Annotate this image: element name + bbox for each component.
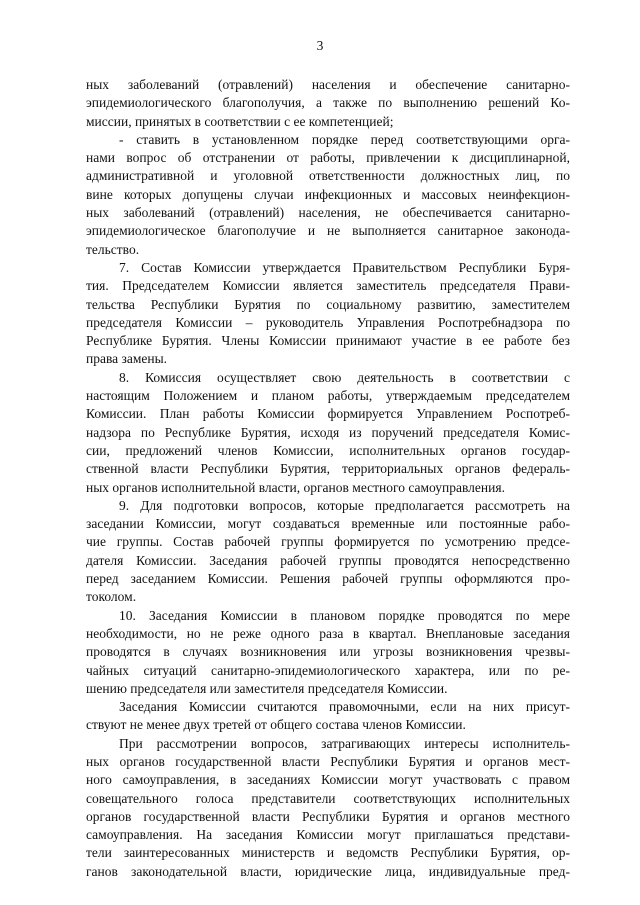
text-line: 9. Для подготовки вопросов, которые предполагается рассмотреть на	[119, 497, 570, 513]
text-line: Комиссии. План работы Комиссии формируется Управлением Роспотреб-	[86, 406, 570, 422]
text-line: ганов законодательной власти, юридические лица, индивидуальные пред-	[86, 863, 570, 879]
document-body	[86, 76, 570, 881]
text-line: ного самоуправления, в заседаниях Комиссии могут участвовать с правом	[86, 772, 570, 788]
text-line: Заседания Комиссии считаются правомочными, если на них присут-	[119, 699, 570, 715]
text-line: ных органов исполнительной власти, органов местного самоуправления.	[86, 479, 505, 495]
text-line: миссии, принятых в соответствии с ее компетенцией;	[86, 113, 394, 129]
text-line: Республике Бурятия. Члены Комиссии принимают участие в ее работе без	[86, 333, 570, 349]
text-line: проводятся в случаях возникновения или угрозы возникновения чрезвы-	[86, 644, 570, 660]
page-number: 3	[316, 38, 324, 53]
text-line: ственной власти Республики Бурятия, территориальных органов федераль-	[86, 461, 570, 477]
text-line: токолом.	[86, 589, 137, 605]
text-line: тия. Председателем Комиссии является заместитель председателя Прави-	[86, 278, 570, 294]
text-line: надзора по Республике Бурятия, исходя из поручений председателя Комис-	[86, 424, 570, 440]
text-line: При рассмотрении вопросов, затрагивающих интересы исполнитель-	[119, 735, 570, 751]
text-line: настоящим Положением и планом работы, утверждаемым председателем	[86, 388, 570, 404]
text-line: вине которых допущены случаи инфекционных и массовых неинфекцион-	[86, 186, 570, 202]
text-line: сии, предложений членов Комиссии, исполнительных органов государ-	[86, 442, 570, 458]
text-line: самоуправления. На заседания Комиссии могут приглашаться представи-	[86, 827, 570, 843]
text-line: тельство.	[86, 241, 140, 257]
text-line: совещательного голоса представители соответствующих исполнительных	[86, 790, 570, 806]
text-line: ных заболеваний (отравлений) населения, не обеспечивается санитарно-	[86, 205, 570, 221]
text-line: нами вопрос об отстранении от работы, привлечении к дисциплинарной,	[86, 150, 570, 166]
text-line: - ставить в установленном порядке перед соответствующими орга-	[119, 131, 570, 147]
text-line: тельства Республики Бурятия по социальному развитию, заместителем	[86, 296, 570, 312]
text-line: эпидемиологическое благополучие и не выполняется санитарное законода-	[86, 223, 570, 239]
text-line: эпидемиологического благополучия, а также по выполнению решений Ко-	[86, 95, 570, 111]
text-line: дателя Комиссии. Заседания рабочей группы проводятся непосредственно	[86, 552, 570, 568]
text-line: заседании Комиссии, могут создаваться временные или постоянные рабо-	[86, 516, 570, 532]
text-line: права замены.	[86, 351, 168, 367]
text-line: административной и уголовной ответственности должностных лиц, по	[86, 168, 570, 184]
text-line: ных заболеваний (отравлений) населения и обеспечение санитарно-	[86, 77, 570, 92]
text-line: шению председателя или заместителя председателя Комиссии.	[86, 680, 448, 696]
text-line: чие группы. Состав рабочей группы формируется по усмотрению предсе-	[86, 534, 570, 550]
text-line: тели заинтересованных министерств и ведомств Республики Бурятия, ор-	[86, 845, 570, 861]
text-line: 8. Комиссия осуществляет свою деятельность в соответствии с	[119, 369, 570, 385]
text-line: чайных ситуаций санитарно-эпидемиологического характера, или по ре-	[86, 662, 570, 678]
text-line: ных органов государственной власти Республики Бурятия и органов мест-	[86, 753, 570, 769]
text-line: ствуют не менее двух третей от общего состава членов Комиссии.	[86, 717, 466, 733]
text-line: председателя Комиссии – руководитель Управления Роспотребнадзора по	[86, 314, 570, 330]
text-line: 7. Состав Комиссии утверждается Правительством Республики Буря-	[119, 259, 570, 275]
text-line: органов государственной власти Республики Бурятия и органов местного	[86, 808, 570, 824]
text-line: перед заседанием Комиссии. Решения рабочей группы оформляются про-	[86, 571, 570, 587]
text-line: необходимости, но не реже одного раза в квартал. Внеплановые заседания	[86, 625, 570, 641]
text-line: 10. Заседания Комиссии в плановом порядке проводятся по мере	[119, 607, 570, 623]
